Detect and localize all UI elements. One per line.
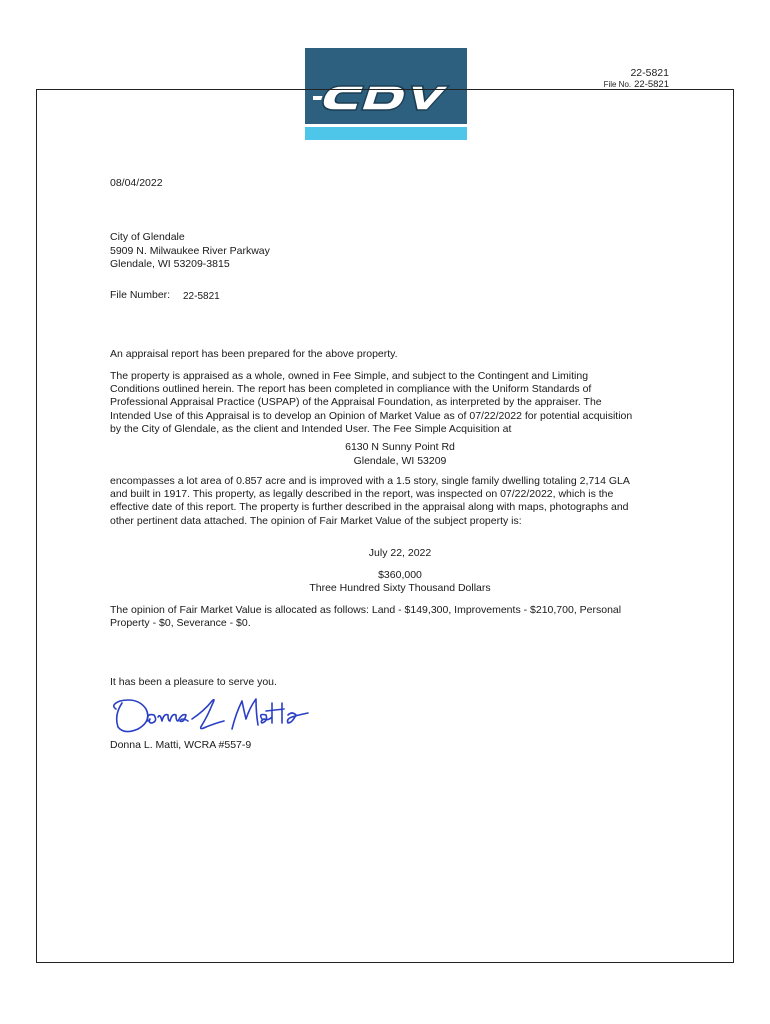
file-no-label: File No. [603, 80, 632, 89]
subject-address [110, 441, 690, 468]
paragraph-property [110, 370, 690, 436]
recipient-line: Glendale, WI 53209-3815 [110, 258, 230, 270]
file-number-top: 22-5821 [630, 67, 669, 79]
closing-sentence: It has been a pleasure to serve you. [110, 676, 277, 688]
paragraph-line: by the City of Glendale, as the client and Intended User. The Fee Simple Acquisition at [110, 422, 512, 435]
paragraph-line: effective date of this report. The property is further described in the appraisal along with maps, photographs and [110, 501, 629, 514]
recipient-line: City of Glendale [110, 231, 185, 243]
value-date: July 22, 2022 [368, 547, 432, 559]
recipient-address [110, 231, 270, 272]
signature-image [112, 693, 342, 739]
paragraph-line: The property is appraised as a whole, owned in Fee Simple, and subject to the Contingent and Limiting [110, 370, 589, 382]
value-amount: $360,000 [378, 569, 422, 581]
intro-sentence: An appraisal report has been prepared for the above property. [110, 348, 398, 360]
recipient-line: 5909 N. Milwaukee River Parkway [110, 244, 270, 257]
file-number-value: 22-5821 [183, 291, 220, 302]
paragraph-line: other pertinent data attached. The opinion of Fair Market Value of the subject property is: [110, 514, 522, 527]
address-line: Glendale, WI 53209 [353, 454, 447, 467]
paragraph-line: and built in 1917. This property, as legally described in the report, was inspected on 07/22/2022, which is the [110, 488, 614, 501]
letter-date: 08/04/2022 [110, 177, 163, 189]
paragraph-line: Conditions outlined herein. The report has been completed in compliance with the Uniform Standards of [110, 383, 592, 396]
paragraph-line: The opinion of Fair Market Value is allocated as follows: Land - $149,300, Improvements - $210,700, Personal [110, 604, 622, 616]
address-line: 6130 N Sunny Point Rd [345, 441, 455, 453]
paragraph-description [110, 475, 690, 528]
file-no-value: 22-5821 [634, 79, 669, 90]
value-words: Three Hundred Sixty Thousand Dollars [309, 582, 491, 594]
paragraph-line: Professional Appraisal Practice (USPAP) of the Appraisal Foundation, as interpreted by the appraiser. The [110, 396, 602, 409]
paragraph-line: Property - $0, Severance - $0. [110, 617, 251, 630]
file-number-label: File Number: [110, 289, 171, 301]
paragraph-allocation [110, 604, 690, 630]
signature-name: Donna L. Matti, WCRA #557-9 [110, 739, 252, 751]
paragraph-line: Intended Use of this Appraisal is to develop an Opinion of Market Value as of 07/22/2022 for potential acquisition [110, 409, 633, 422]
paragraph-line: encompasses a lot area of 0.857 acre and is improved with a 1.5 story, single family dwelling totaling 2,714 GLA [110, 475, 630, 487]
